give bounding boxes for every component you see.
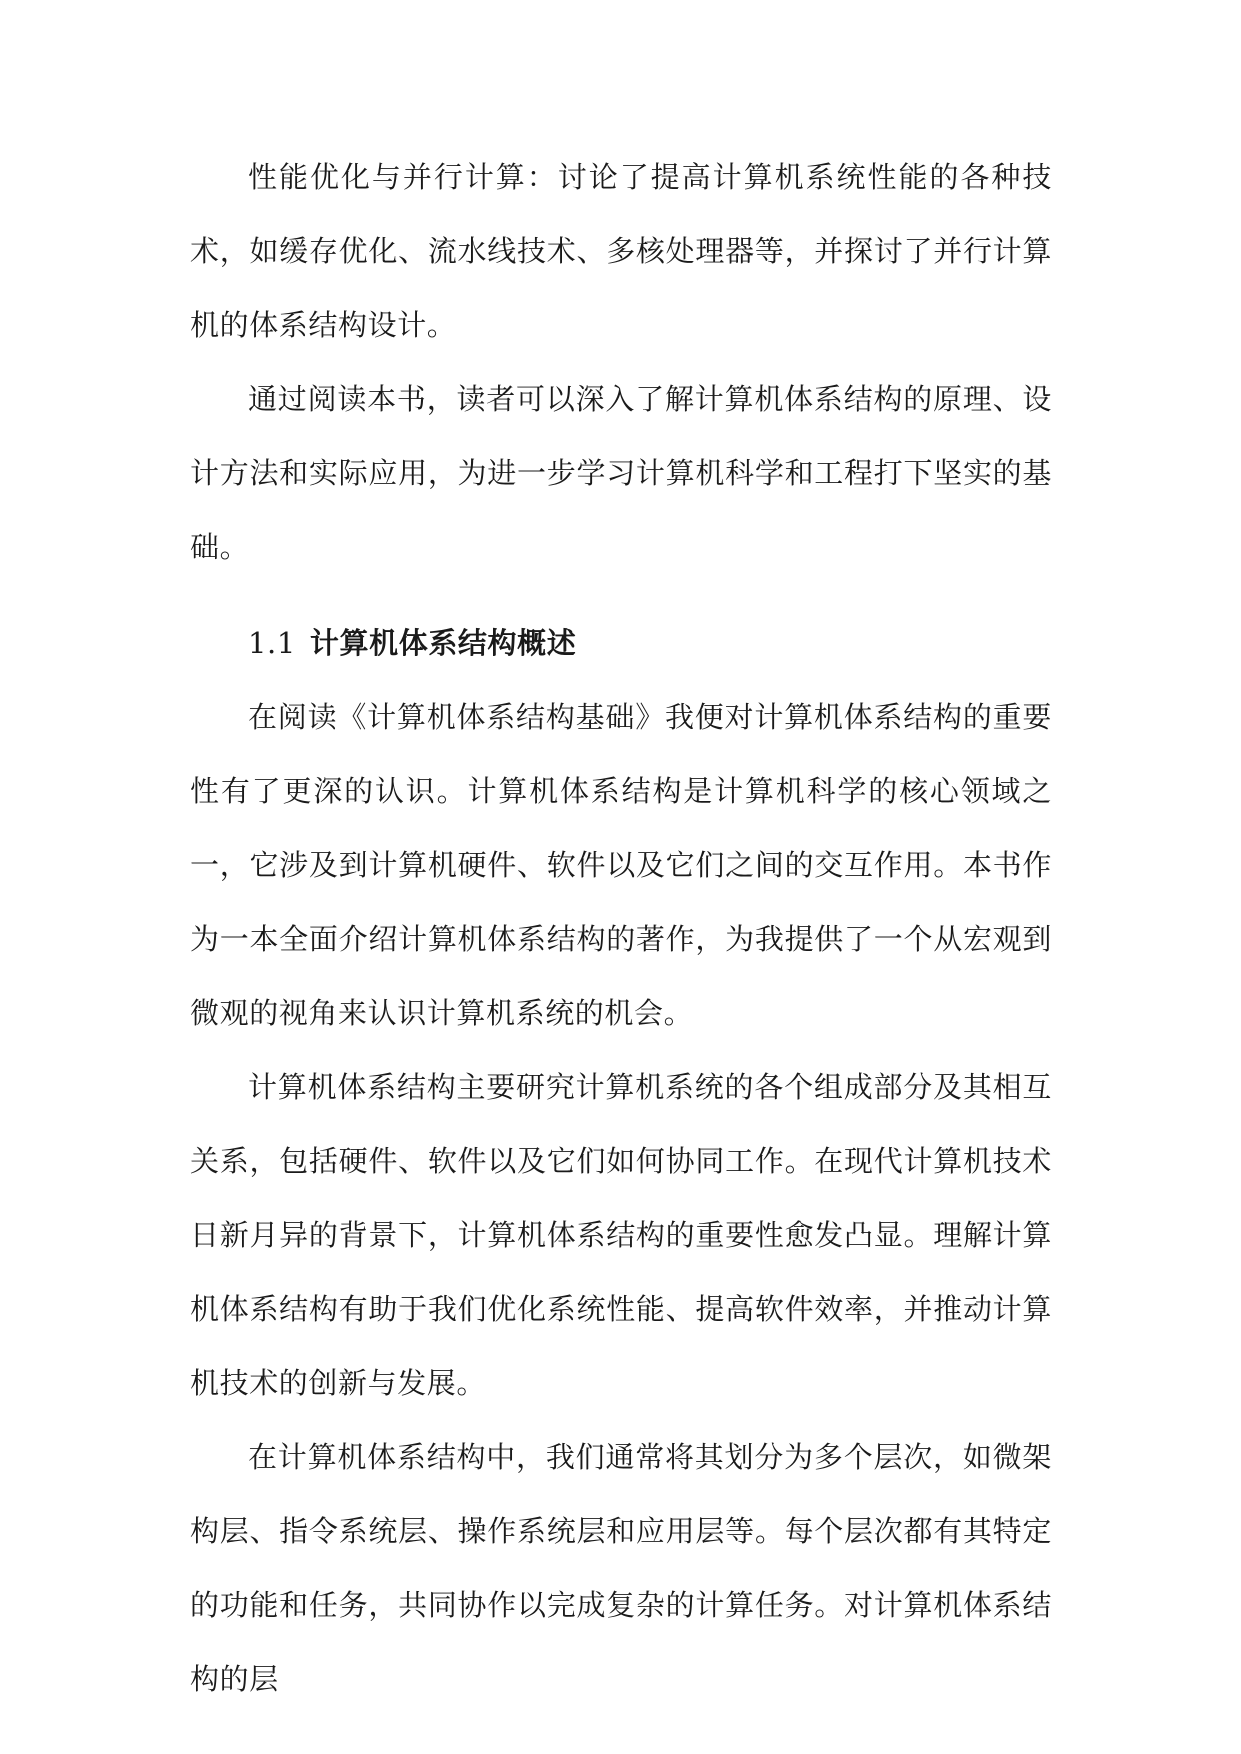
paragraph-architecture-study: 计算机体系结构主要研究计算机系统的各个组成部分及其相互关系，包括硬件、软件以及它们如何协同工作。在现代计算机技术日新月异的背景下，计算机体系结构的重要性愈发凸显。理解计算机体系结构有助于我们优化系统性能、提高软件效率，并推动计算机技术的创新与发展。 [190, 1070, 1052, 1400]
document-body [190, 140, 1052, 1716]
paragraph-performance-optimization: 性能优化与并行计算：讨论了提高计算机系统性能的各种技术，如缓存优化、流水线技术、多核处理器等，并探讨了并行计算机的体系结构设计。 [190, 160, 1052, 342]
section-title: 计算机体系结构概述 [309, 626, 577, 660]
paragraph-book-reading-benefit: 通过阅读本书，读者可以深入了解计算机体系结构的原理、设计方法和实际应用，为进一步学习计算机科学和工程打下坚实的基础。 [190, 382, 1052, 564]
section-number: 1.1 [248, 626, 296, 660]
paragraph-architecture-layers: 在计算机体系结构中，我们通常将其划分为多个层次，如微架构层、指令系统层、操作系统层和应用层等。每个层次都有其特定的功能和任务，共同协作以完成复杂的计算任务。对计算机体系结构的层 [190, 1440, 1052, 1696]
paragraph-architecture-importance: 在阅读《计算机体系结构基础》我便对计算机体系结构的重要性有了更深的认识。计算机体系结构是计算机科学的核心领域之一，它涉及到计算机硬件、软件以及它们之间的交互作用。本书作为一本全面介绍计算机体系结构的著作，为我提供了一个从宏观到微观的视角来认识计算机系统的机会。 [190, 700, 1052, 1030]
section-heading [190, 606, 1052, 680]
